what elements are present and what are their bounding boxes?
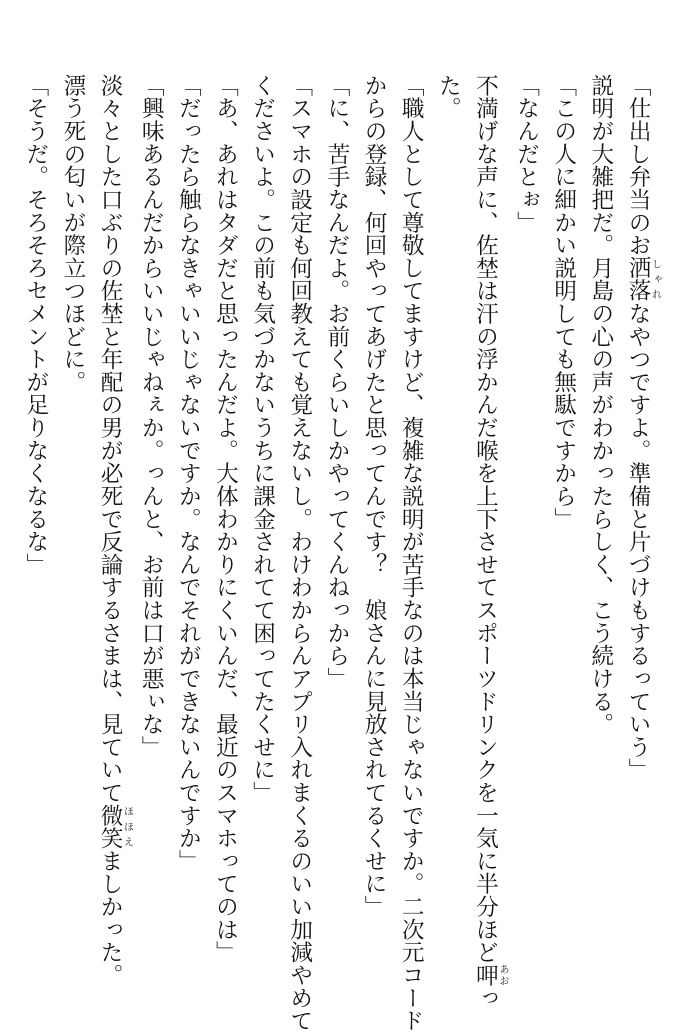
text-run: 「だったら触らなきゃいいじゃないですか。なんでそれができないんですか」: [175, 74, 202, 873]
vertical-text-body: [17, 74, 661, 1032]
text-line: [318, 74, 355, 944]
text-run: 淡々とした口ぶりの佐埜と年配の男が必死で反論するさまは、見ていて: [97, 74, 124, 804]
text-run: からの登録、何回やってあげたと思ってんです？ 娘さんに見放されてるくせに」: [361, 74, 388, 918]
text-line: [582, 74, 619, 944]
text-run: 漂う死の匂いが際立つほどに。: [59, 74, 86, 394]
ruby-word: 微笑ほほえ: [97, 803, 133, 850]
text-line: [619, 74, 660, 944]
text-run: た。: [435, 74, 462, 120]
text-line: [392, 74, 429, 1032]
text-run: くださいよ。この前も気づかないうちに課金されてて困ってたくせに」: [249, 74, 276, 804]
text-line: [206, 74, 243, 964]
furigana: ほほえ: [121, 803, 133, 850]
text-line: [91, 74, 133, 987]
text-run: っ: [472, 986, 499, 1010]
furigana: しゃれ: [649, 256, 661, 303]
text-run: なやつですよ。準備と片づけもするっていう」: [625, 302, 651, 782]
text-run: 「スマホの設定も何回教えても覚えないし。わけわからんアプリ入れまくるのいい加減やめて: [286, 74, 313, 1032]
text-line: [429, 74, 466, 944]
text-line: [17, 74, 54, 944]
text-run: 「職人として尊敬してますけど、複雑な説明が苦手なのは本当じゃないですか。二次元コード: [398, 74, 425, 1032]
text-run: 「仕出し弁当のお: [625, 74, 651, 257]
furigana: あお: [496, 963, 508, 987]
ruby-word: 洒落しゃれ: [625, 256, 661, 303]
text-run: ましかった。: [97, 849, 124, 987]
text-run: 「そうだ。そろそろセメントが足りなくなるな」: [22, 74, 49, 576]
ruby-word: 呷あお: [472, 963, 508, 987]
text-run: 「あ、あれはタダだと思ったんだよ。大体わかりにくいんだ、最近のスマホってのは」: [212, 74, 239, 964]
text-run: 「なんだとぉ」: [513, 74, 540, 234]
text-line: [545, 74, 582, 944]
text-run: 不満げな声に、佐埜は汗の浮かんだ喉を上下させてスポーツドリンクを一気に半分ほど: [472, 74, 499, 964]
text-run: 「に、苦手なんだよ。お前くらいしかやってくんねっから」: [323, 74, 350, 690]
text-line: [132, 74, 169, 944]
text-run: 「興味あるんだからいいじゃねぇか。っんと、お前は口が悪ぃな」: [138, 74, 165, 759]
text-line: [355, 74, 392, 944]
text-run: 説明が大雑把だ。月島の心の声がわかったらしく、こう続ける。: [587, 74, 614, 736]
text-line: [507, 74, 544, 944]
text-run: 「この人に細かい説明しても無駄ですから」: [550, 74, 577, 531]
text-line: [54, 74, 91, 944]
text-line: [466, 74, 508, 1010]
text-line: [243, 74, 280, 944]
text-line: [281, 74, 318, 1032]
text-line: [169, 74, 206, 944]
